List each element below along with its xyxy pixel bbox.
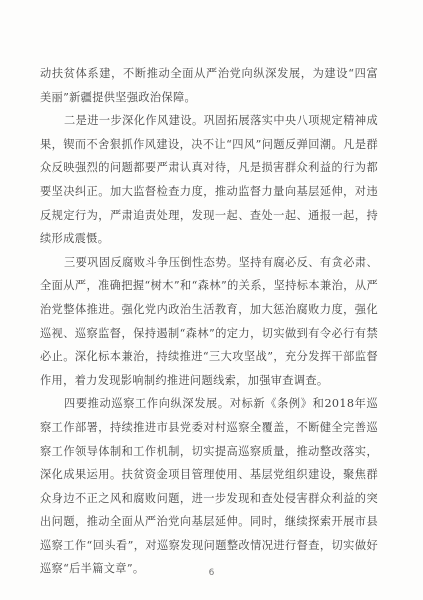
page-number: 6 xyxy=(208,568,215,578)
paragraph-1: 动扶贫体系建，不断推动全面从严治党向纵深发展，为建设“四富美丽”新疆提供坚强政治保障。 xyxy=(40,67,378,104)
paragraph-3: 三要巩固反腐败斗争压倒性态势。坚持有腐必反、有贪必肃、全面从严，准确把握“树木”和“森林”的关系，坚持标本兼治，从严治党整体推进。强化党内政治生活教育，加大惩治腐败力度，强化巡视、巡察监督，保持遏制“森林”的定力，切实做到有令必行有禁必止。深化标本兼治，持续推进“三大攻坚战”，充分发挥干部监督作用，着力发现影响制约推进问题线索，加强审查调查。 xyxy=(40,255,378,387)
paragraph-2: 二是进一步深化作风建设。巩固拓展落实中央八项规定精神成果，锲而不舍狠抓作风建设，决不让“四风”问题反弹回潮。凡是群众反映强烈的问题都要严肃认真对待，凡是损害群众利益的行为都要坚决纠正。加大监督检查力度，推动监督力量向基层延伸，对违反规定行为，严肃追责处理，发现一起、查处一起、通报一起，持续形成震慑。 xyxy=(40,114,378,246)
body-text xyxy=(40,62,378,581)
paragraph-4: 四要推动巡察工作向纵深发展。对标新《条例》和2018年巡察工作部署，持续推进市县党委对村巡察全覆盖，不断健全完善巡察工作领导体制和工作机制，切实提高巡察质量，推动整改落实，深化成果运用。扶贫资金项目管理使用、基层党组织建设，聚焦群众身边不正之风和腐败问题，进一步发现和查处侵害群众利益的突出问题，推动全面从严治党向基层延伸。同时，继续探索开展市县巡察工作“回头看”，对巡察发现问题整改情况进行督查，切实做好巡察“后半篇文章”。 xyxy=(40,397,378,576)
